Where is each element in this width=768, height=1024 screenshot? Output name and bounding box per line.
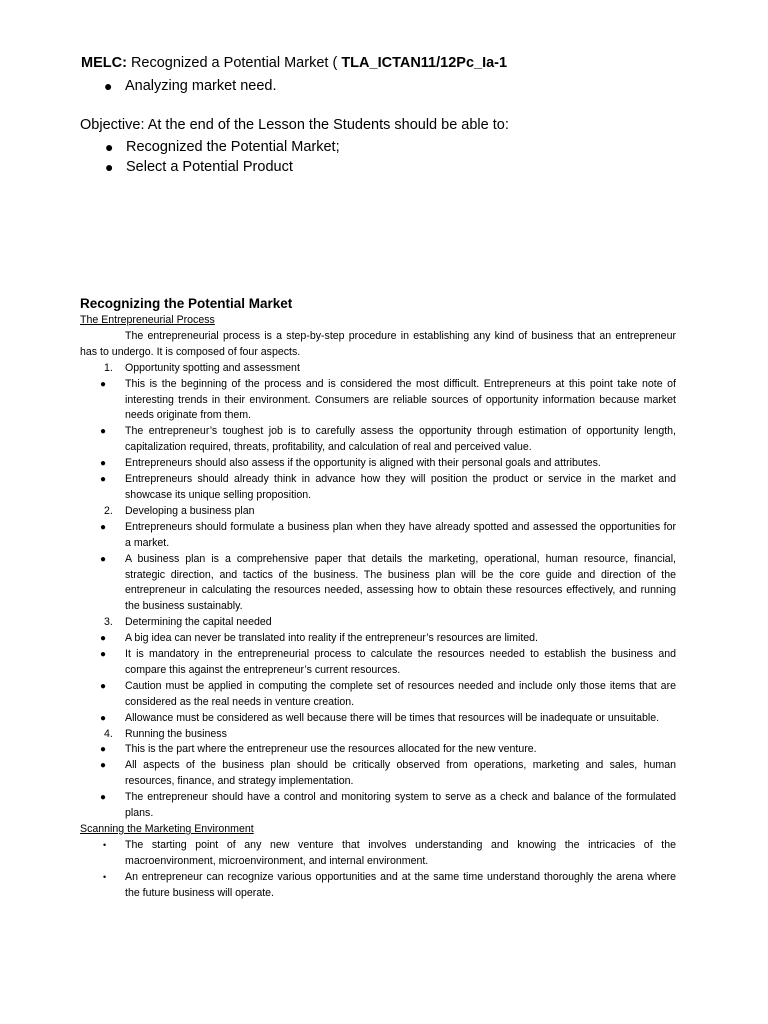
scan-list — [80, 838, 676, 902]
intro-paragraph: The entrepreneurial process is a step-by-step procedure in establishing any kind of business that an entrepreneur has to undergo. It is composed of four aspects. — [80, 329, 676, 358]
aspect-title: Opportunity spotting and assessment — [125, 361, 300, 374]
point-item: ● All aspects of the business plan should be critically observed from operations, marketing and sales, human resources, finance, and strategy implementation. — [100, 759, 676, 788]
bullet-icon: ● — [100, 633, 107, 645]
aspects-list — [80, 361, 676, 822]
bullet-icon: ● — [100, 378, 107, 390]
bullet-icon: ● — [100, 426, 107, 438]
bullet-icon: ● — [100, 474, 107, 486]
melc-code: TLA_ICTAN11/12Pc_Ia-1 — [341, 55, 508, 71]
point-item: ● Entrepreneurs should also assess if the opportunity is aligned with their personal goals and attributes. — [80, 456, 676, 472]
subhead-entrepreneurial-process: The Entrepreneurial Process — [80, 314, 215, 326]
objective-bullet — [105, 159, 293, 175]
point-item: ● A big idea can never be translated into reality if the entrepreneur’s resources are limited. — [80, 631, 676, 647]
bullet-icon: • — [103, 839, 107, 850]
point-item: ● A business plan is a comprehensive paper that details the marketing, operational, human resource, financial, strategic direction, and tactics of the business. The business plan will be the core guide and direction of the entrepreneur in calculating the resources needed, assessing how to obtain these resources effectively, and running the business sustainably. — [100, 552, 676, 613]
lesson-body — [80, 294, 676, 902]
bullet-icon: ● — [100, 712, 107, 724]
aspect-number: 4. — [104, 727, 113, 740]
aspect-title: Determining the capital needed — [125, 616, 272, 629]
bullet-icon: ● — [105, 139, 114, 155]
aspect-item — [80, 615, 676, 726]
melc-label: MELC: — [81, 55, 127, 71]
aspect-number: 1. — [104, 361, 113, 374]
bullet-icon: ● — [100, 553, 107, 565]
objective-bullet-text: Select a Potential Product — [126, 159, 293, 175]
bullet-icon: • — [103, 871, 107, 882]
point-item: ● Entrepreneurs should formulate a business plan when they have already spotted and assessed the opportunities for a market. — [100, 520, 676, 549]
bullet-icon: ● — [100, 458, 107, 470]
bullet-icon: ● — [100, 744, 107, 756]
point-item: ● Entrepreneurs should already think in advance how they will position the product or service in the market and showcase its unique selling proposition. — [100, 473, 676, 501]
aspect-title: Running the business — [125, 727, 227, 740]
melc-bullet-text: Analyzing market need. — [125, 78, 277, 94]
point-item: ● Caution must be applied in computing the complete set of resources needed and include only those items that are considered as the real needs in venture creation. — [100, 679, 676, 708]
bullet-icon: ● — [100, 760, 107, 772]
aspect-number: 3. — [104, 616, 113, 629]
aspect-number: 2. — [104, 504, 113, 517]
aspect-item — [80, 727, 676, 822]
bullet-icon: ● — [100, 680, 107, 692]
scan-item: • The starting point of any new venture that involves understanding and knowing the intricacies of the macroenvironment, microenvironment, and internal environment. — [103, 838, 676, 867]
bullet-icon: ● — [100, 521, 107, 533]
point-item: ● The entrepreneur’s toughest job is to carefully assess the opportunity through estimation of opportunity length, capitalization required, threats, profitability, and calculation of real and perceived value. — [100, 425, 676, 454]
bullet-icon: ● — [105, 159, 114, 175]
section-title: Recognizing the Potential Market — [80, 296, 293, 311]
aspect-item — [80, 361, 676, 504]
bullet-icon: ● — [100, 649, 107, 661]
aspect-item — [80, 504, 676, 615]
aspect-title: Developing a business plan — [125, 504, 255, 517]
point-item: ● This is the part where the entrepreneur use the resources allocated for the new venture. — [80, 742, 676, 758]
melc-bullet — [104, 78, 277, 94]
bullet-icon: ● — [104, 78, 113, 94]
objective-line: Objective: At the end of the Lesson the Students should be able to: — [80, 117, 509, 133]
point-item: ● The entrepreneur should have a control and monitoring system to serve as a check and balance of the formulated plans. — [100, 791, 676, 820]
melc-text: Recognized a Potential Market ( — [126, 55, 342, 71]
point-item: ● It is mandatory in the entrepreneurial process to calculate the resources needed to establish the business and compare this against the entrepreneur’s current resources. — [100, 648, 676, 676]
subhead-scanning-environment: Scanning the Marketing Environment — [80, 823, 254, 835]
point-item: ● Allowance must be considered as well because there will be times that resources will be inadequate or unsuitable. — [80, 711, 676, 727]
scan-item: • An entrepreneur can recognize various opportunities and at the same time understand thoroughly the arena where the future business will operate. — [103, 870, 676, 899]
point-item: ● This is the beginning of the process and is considered the most difficult. Entrepreneurs at this point take note of interesting trends in their environment. Consumers are reliable sources of opportunity information because market needs originate from them. — [100, 377, 676, 422]
bullet-icon: ● — [100, 792, 107, 804]
melc-line — [81, 55, 507, 71]
objective-bullet-text: Recognized the Potential Market; — [126, 139, 340, 155]
objective-bullet — [105, 139, 340, 155]
